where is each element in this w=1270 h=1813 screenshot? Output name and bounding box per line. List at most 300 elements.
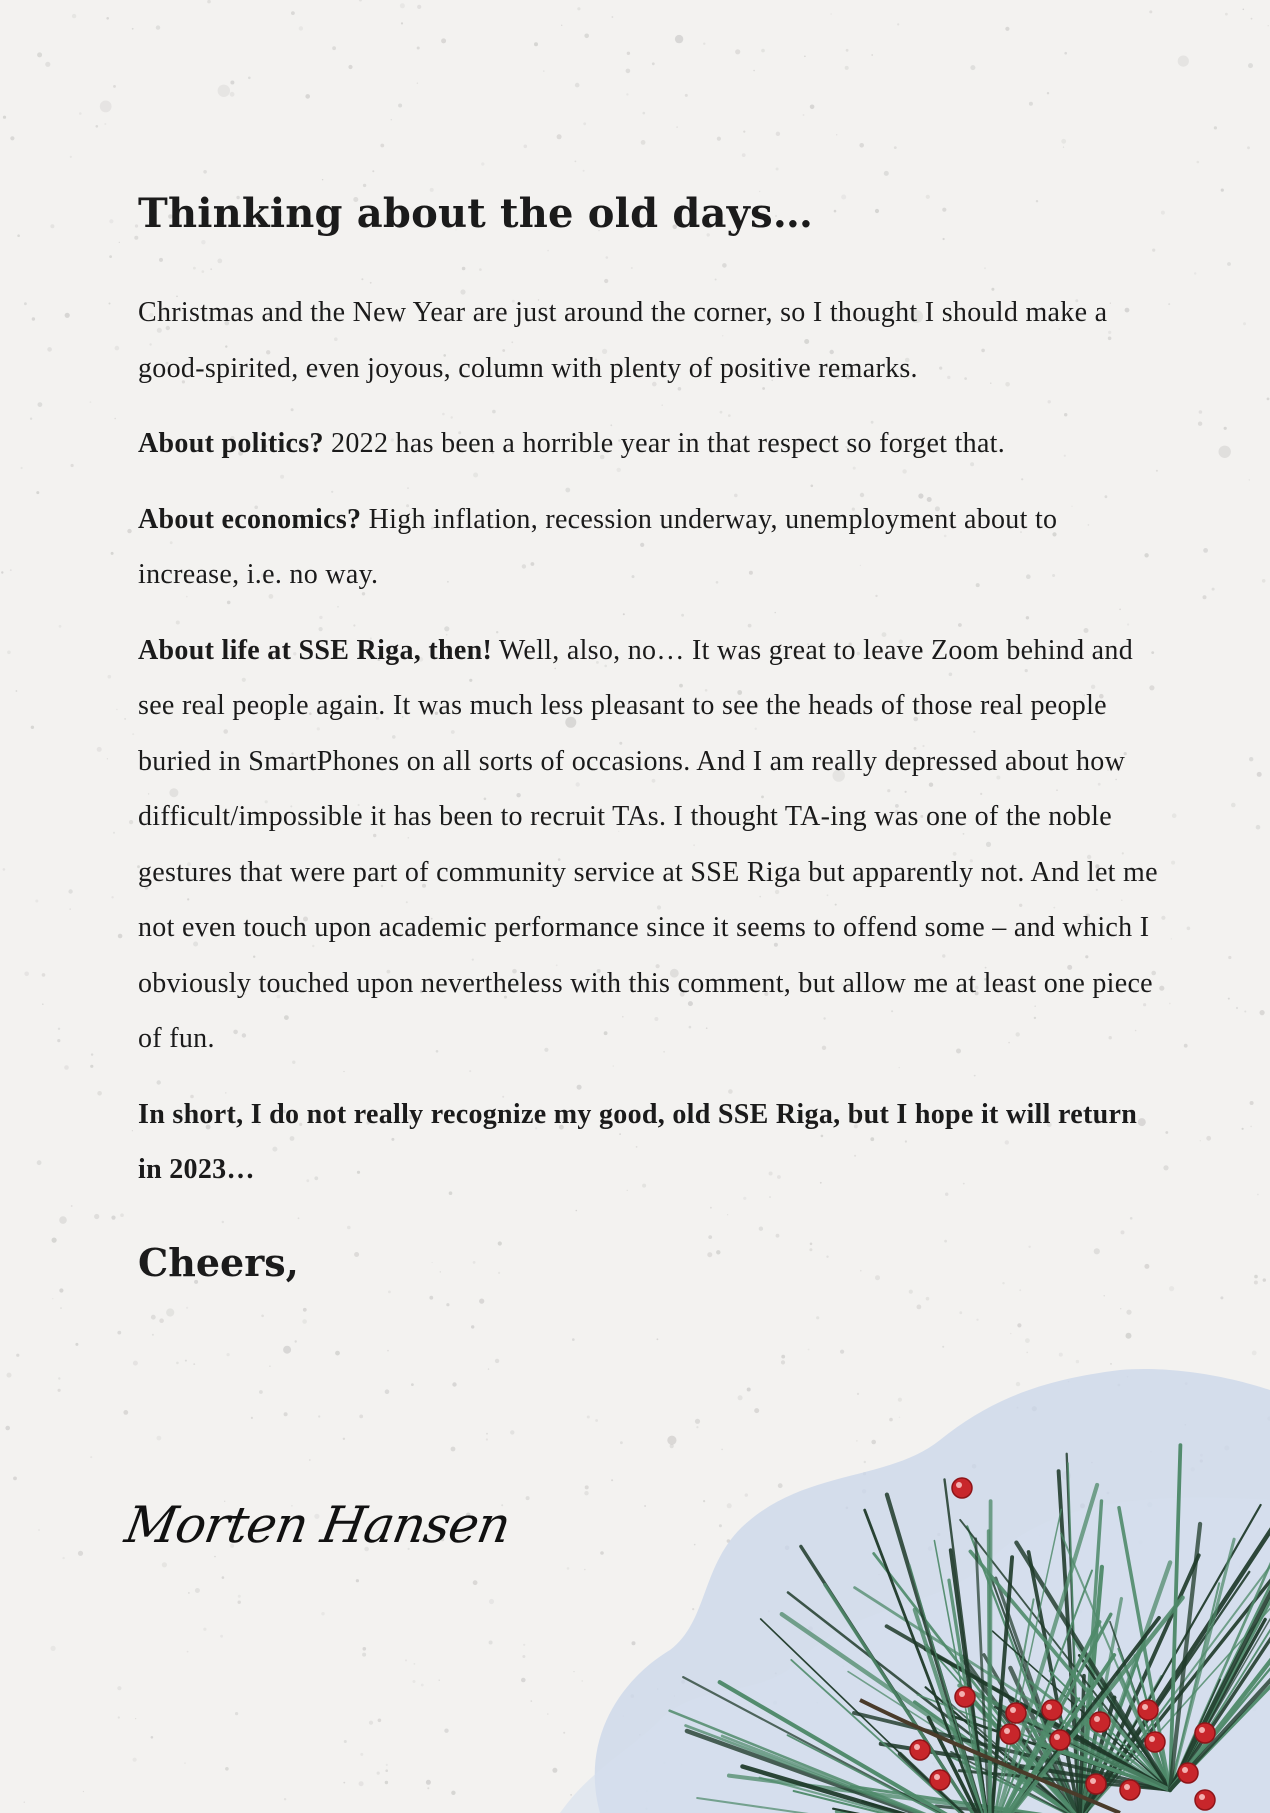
speckle: [214, 1556, 216, 1558]
speckle: [30, 418, 32, 420]
speckle: [1249, 479, 1250, 480]
speckle: [1256, 825, 1261, 830]
berry: [1042, 1700, 1062, 1720]
speckle: [132, 28, 134, 30]
speckle: [343, 1438, 345, 1440]
closing-paragraph: In short, I do not really recognize my good, old SSE Riga, but I hope it will return in 2023…: [138, 1098, 1138, 1185]
speckle: [16, 690, 18, 692]
speckle: [481, 162, 484, 165]
speckle: [151, 1315, 156, 1320]
speckle: [318, 1415, 320, 1417]
speckle: [248, 77, 251, 80]
speckle: [108, 675, 112, 679]
speckle: [162, 1562, 167, 1567]
berry: [952, 1478, 972, 1498]
speckle: [1257, 1194, 1259, 1196]
speckle: [113, 85, 116, 88]
speckle: [1228, 956, 1231, 959]
speckle: [269, 1365, 271, 1367]
speckle: [1231, 803, 1236, 808]
speckle: [391, 119, 392, 120]
speckle: [859, 143, 864, 148]
speckle: [118, 1716, 120, 1718]
speckle: [1104, 1295, 1105, 1296]
speckle: [557, 134, 562, 139]
speckle: [1126, 1310, 1131, 1315]
speckle: [100, 101, 112, 113]
speckle: [299, 26, 303, 30]
speckle: [1243, 322, 1246, 325]
pine-branch-illustration: [560, 1320, 1270, 1813]
speckle: [385, 1781, 388, 1784]
speckle: [24, 972, 29, 977]
speckle: [488, 1368, 489, 1369]
speckle: [57, 1039, 60, 1042]
speckle: [489, 1599, 494, 1604]
speckle: [135, 1718, 136, 1719]
speckle: [1224, 427, 1227, 430]
speckle: [111, 552, 114, 555]
speckle: [735, 49, 740, 54]
speckle: [547, 1713, 549, 1715]
speckle: [753, 70, 755, 72]
speckle: [1199, 410, 1203, 414]
speckle: [426, 1780, 431, 1785]
paragraph-lead: About politics?: [138, 428, 324, 459]
speckle: [195, 1588, 200, 1593]
speckle: [1250, 1101, 1254, 1105]
speckle: [1251, 18, 1253, 20]
speckle: [220, 1635, 223, 1638]
speckle: [1063, 147, 1064, 148]
berry: [1178, 1763, 1198, 1783]
speckle: [846, 49, 849, 52]
speckle: [3, 868, 6, 871]
speckle: [283, 1346, 291, 1354]
speckle: [42, 1003, 44, 1005]
speckle: [45, 62, 50, 67]
speckle: [575, 83, 580, 88]
speckle: [652, 62, 655, 65]
speckle: [35, 900, 38, 903]
speckle: [926, 1297, 930, 1301]
speckle: [377, 1772, 380, 1775]
speckle: [489, 1641, 493, 1645]
speckle: [1161, 211, 1165, 215]
speckle: [193, 1363, 195, 1365]
speckle: [295, 1340, 297, 1342]
speckle: [803, 114, 805, 116]
speckle: [38, 402, 43, 407]
speckle: [1221, 189, 1224, 192]
speckle: [510, 1430, 514, 1434]
speckle: [362, 1653, 366, 1657]
speckle: [94, 1214, 99, 1219]
speckle: [871, 54, 873, 56]
paragraph-intro: [138, 285, 1158, 396]
speckle: [17, 234, 20, 237]
speckle: [473, 1580, 478, 1585]
speckle: [1169, 1286, 1174, 1291]
berry: [930, 1770, 950, 1790]
berry: [910, 1740, 930, 1760]
speckle: [1171, 938, 1172, 939]
speckle: [1168, 303, 1170, 305]
speckle: [156, 25, 160, 29]
page-title: Thinking about the old days…: [138, 190, 814, 237]
speckle: [845, 66, 849, 70]
speckle: [386, 1764, 388, 1766]
speckle: [184, 1762, 186, 1764]
speckle: [115, 346, 120, 351]
speckle: [284, 1798, 286, 1800]
speckle: [441, 38, 446, 43]
speckle: [59, 1288, 63, 1292]
speckle: [363, 1647, 367, 1651]
speckle: [261, 1315, 264, 1318]
speckle: [577, 7, 580, 10]
speckle: [114, 418, 116, 420]
speckle: [343, 1782, 345, 1784]
speckle: [302, 1319, 307, 1324]
speckle: [776, 132, 780, 136]
speckle: [111, 896, 113, 898]
speckle: [305, 94, 310, 99]
speckle: [363, 184, 366, 187]
speckle: [176, 1362, 179, 1365]
speckle: [387, 1350, 389, 1352]
speckle: [369, 1721, 373, 1725]
speckle: [486, 1438, 488, 1440]
speckle: [1242, 1128, 1244, 1130]
speckle: [1220, 1296, 1223, 1299]
speckle: [810, 105, 815, 110]
speckle: [451, 1447, 456, 1452]
berry-highlight: [1124, 1784, 1130, 1790]
speckle: [222, 1576, 225, 1579]
speckle: [332, 46, 336, 50]
paragraph-text: Christmas and the New Year are just around the corner, so I thought I should make a good-spirited, even joyous, column with plenty of positive remarks.: [138, 297, 1108, 384]
berry-highlight: [914, 1744, 920, 1750]
speckle: [32, 317, 35, 320]
berry: [1006, 1703, 1026, 1723]
speckle: [72, 14, 76, 18]
speckle: [71, 464, 74, 467]
speckle: [1212, 588, 1215, 591]
berry-highlight: [1090, 1778, 1096, 1784]
speckle: [132, 1130, 133, 1131]
speckle: [109, 255, 112, 258]
speckle: [321, 1612, 324, 1615]
speckle: [119, 242, 120, 243]
paragraph-text: Well, also, no… It was great to leave Zoom behind and see real people again. It was much less pleasant to see the heads of those real people buried in SmartPhones on all sorts of occasions. And I am really depressed about how difficult/impossible it has been to recruit TAs. I thought TA-ing was one of the noble gestures that were part of community service at SSE Riga but apparently not. And let me not even touch upon academic performance since it seems to offend some – and which I obviously touched upon nevertheless with this comment, but allow me at least one piece of fun.: [138, 634, 1158, 1054]
speckle: [1184, 1044, 1188, 1048]
berry: [1145, 1732, 1165, 1752]
speckle: [1219, 446, 1231, 458]
speckle: [303, 1308, 307, 1312]
speckle: [742, 153, 746, 157]
speckle: [413, 1680, 416, 1683]
berry: [1086, 1774, 1106, 1794]
speckle: [64, 1065, 69, 1070]
speckle: [831, 13, 832, 14]
speckle: [388, 1291, 391, 1294]
speckle: [626, 93, 628, 95]
speckle: [68, 889, 72, 893]
speckle: [1268, 25, 1269, 26]
speckle: [1243, 9, 1245, 11]
paragraph-text: High inflation, recession underway, unemployment about to increase, i.e. no way.: [138, 503, 1058, 590]
speckle: [676, 126, 678, 128]
speckle: [1005, 27, 1009, 31]
speckle: [31, 726, 34, 729]
speckle: [411, 1383, 414, 1386]
speckle: [1187, 927, 1191, 931]
speckle: [227, 1353, 230, 1356]
speckle: [1254, 1275, 1258, 1279]
berry-highlight: [1010, 1707, 1016, 1713]
speckle: [446, 1303, 449, 1306]
speckle: [322, 179, 323, 180]
speckle: [1254, 1281, 1258, 1285]
speckle: [421, 1684, 424, 1687]
speckle: [534, 42, 538, 46]
speckle: [776, 168, 779, 171]
speckle: [157, 1436, 162, 1441]
speckle: [52, 1238, 57, 1243]
speckle: [118, 934, 123, 939]
speckle: [1149, 10, 1152, 13]
speckle: [359, 0, 362, 2]
speckle: [1236, 1007, 1238, 1009]
speckle: [643, 112, 646, 115]
speckle: [1197, 161, 1200, 164]
speckle: [401, 22, 403, 24]
speckle: [116, 709, 117, 710]
speckle: [1047, 92, 1049, 94]
speckle: [51, 1646, 56, 1651]
speckle: [761, 49, 765, 53]
speckle: [1203, 548, 1208, 553]
column-body: [138, 190, 1158, 1285]
speckle: [83, 1791, 84, 1792]
speckle: [626, 69, 631, 74]
speckle: [111, 1216, 115, 1220]
speckle: [584, 34, 589, 39]
speckle: [1165, 1131, 1168, 1134]
speckle: [113, 832, 115, 834]
speckle: [1178, 56, 1189, 67]
speckle: [417, 5, 421, 9]
speckle: [230, 92, 235, 97]
speckle: [75, 1343, 78, 1346]
speckle: [583, 122, 586, 125]
speckle: [385, 1389, 390, 1394]
speckle: [703, 43, 705, 45]
speckle: [543, 70, 544, 71]
speckle: [21, 467, 23, 469]
speckle: [1260, 1010, 1265, 1015]
speckle: [717, 137, 721, 141]
speckle: [97, 1091, 102, 1096]
speckle: [1257, 772, 1262, 777]
speckle: [107, 758, 108, 759]
speckle: [59, 625, 62, 628]
berry: [1120, 1780, 1140, 1800]
speckle: [1163, 1165, 1168, 1170]
speckle: [65, 313, 70, 318]
speckle: [429, 1296, 433, 1300]
speckle: [90, 1065, 93, 1068]
speckle: [522, 1655, 525, 1658]
speckle: [91, 1053, 93, 1055]
speckle: [1064, 52, 1067, 55]
speckle: [106, 17, 109, 20]
speckle: [444, 1729, 448, 1733]
speckle: [378, 1719, 382, 1723]
speckle: [309, 1459, 311, 1461]
speckle: [185, 1360, 187, 1362]
speckle: [1061, 139, 1066, 144]
speckle: [152, 1334, 154, 1336]
speckle: [38, 1529, 40, 1531]
speckle: [451, 1791, 455, 1795]
paragraph-lead: About economics?: [138, 503, 362, 535]
speckle: [398, 104, 402, 108]
speckle: [1159, 986, 1164, 991]
speckle: [127, 529, 131, 533]
speckle: [495, 1359, 499, 1363]
speckle: [159, 1318, 164, 1323]
paragraph-lead: About life at SSE Riga, then!: [138, 634, 493, 666]
speckle: [3, 116, 6, 119]
speckle: [132, 733, 134, 735]
speckle: [238, 1601, 241, 1604]
speckle: [238, 1595, 241, 1598]
speckle: [207, 0, 211, 3]
speckle: [225, 1767, 229, 1771]
speckle: [909, 1290, 913, 1294]
speckle: [1249, 757, 1253, 761]
speckle: [959, 1311, 962, 1314]
speckle: [50, 224, 54, 228]
speckle: [531, 1700, 533, 1702]
speckle: [60, 1307, 61, 1308]
speckle: [251, 1417, 253, 1419]
speckle: [359, 1415, 363, 1419]
speckle: [230, 81, 234, 85]
speckle: [47, 347, 52, 352]
speckle: [583, 170, 585, 172]
speckle: [7, 651, 11, 655]
paragraph-economics: [138, 492, 1158, 603]
speckle: [917, 1305, 922, 1310]
speckle: [42, 973, 46, 977]
speckle: [58, 1389, 61, 1392]
speckle: [359, 1781, 364, 1786]
speckle: [124, 718, 126, 720]
speckle: [36, 491, 39, 494]
speckle: [521, 1678, 526, 1683]
berry-highlight: [1149, 1736, 1155, 1742]
speckle: [109, 303, 111, 305]
speckle: [58, 1377, 60, 1379]
berry: [1090, 1712, 1110, 1732]
speckle: [575, 161, 577, 163]
berry-highlight: [1046, 1704, 1052, 1710]
speckle: [69, 908, 71, 910]
speckle: [97, 747, 102, 752]
speckle: [675, 35, 683, 43]
speckle: [5, 1426, 10, 1431]
speckle: [641, 140, 646, 145]
speckle: [1225, 13, 1228, 16]
berry: [1195, 1790, 1215, 1810]
speckle: [897, 23, 899, 25]
speckle: [1228, 998, 1230, 1000]
berry-highlight: [934, 1774, 940, 1780]
speckle: [1214, 126, 1217, 129]
speckle: [627, 52, 630, 55]
speckle: [1262, 579, 1266, 583]
speckle: [104, 123, 106, 125]
speckle: [471, 1325, 474, 1328]
paragraph-politics: [138, 416, 1158, 472]
speckle: [1248, 63, 1253, 68]
berry-highlight: [1142, 1704, 1148, 1710]
speckle: [743, 131, 745, 133]
speckle: [71, 1205, 73, 1207]
speckle: [166, 1308, 174, 1316]
speckle: [344, 1740, 347, 1743]
speckle: [884, 171, 889, 176]
speckle: [1263, 1278, 1266, 1281]
speckle: [203, 1628, 206, 1631]
speckle: [52, 1298, 53, 1299]
speckle: [117, 1331, 121, 1335]
speckle: [417, 47, 420, 50]
speckle: [284, 1412, 288, 1416]
speckle: [1267, 398, 1270, 401]
speckle: [62, 1557, 64, 1559]
speckle: [90, 401, 92, 403]
speckle: [1194, 272, 1196, 274]
berry-highlight: [1199, 1794, 1205, 1800]
speckle: [133, 1361, 138, 1366]
speckle: [427, 1787, 429, 1789]
speckle: [523, 1644, 525, 1646]
speckle: [372, 170, 374, 172]
speckle: [37, 52, 42, 57]
speckle: [356, 1579, 359, 1582]
signoff: Cheers,: [138, 1239, 299, 1285]
speckle: [1120, 1308, 1121, 1309]
speckle: [486, 1433, 488, 1435]
speckle: [10, 136, 14, 140]
berry: [1000, 1724, 1020, 1744]
speckle: [1203, 595, 1207, 599]
paragraph-text: 2022 has been a horrible year in that respect so forget that.: [323, 428, 1006, 459]
speckle: [685, 94, 688, 97]
speckle: [187, 1651, 189, 1653]
speckle: [1172, 813, 1177, 818]
berry-highlight: [1004, 1728, 1010, 1734]
speckle: [58, 1028, 60, 1030]
speckle: [203, 170, 207, 174]
berry-highlight: [959, 1691, 965, 1697]
speckle: [235, 1712, 238, 1715]
speckle: [1, 571, 3, 573]
